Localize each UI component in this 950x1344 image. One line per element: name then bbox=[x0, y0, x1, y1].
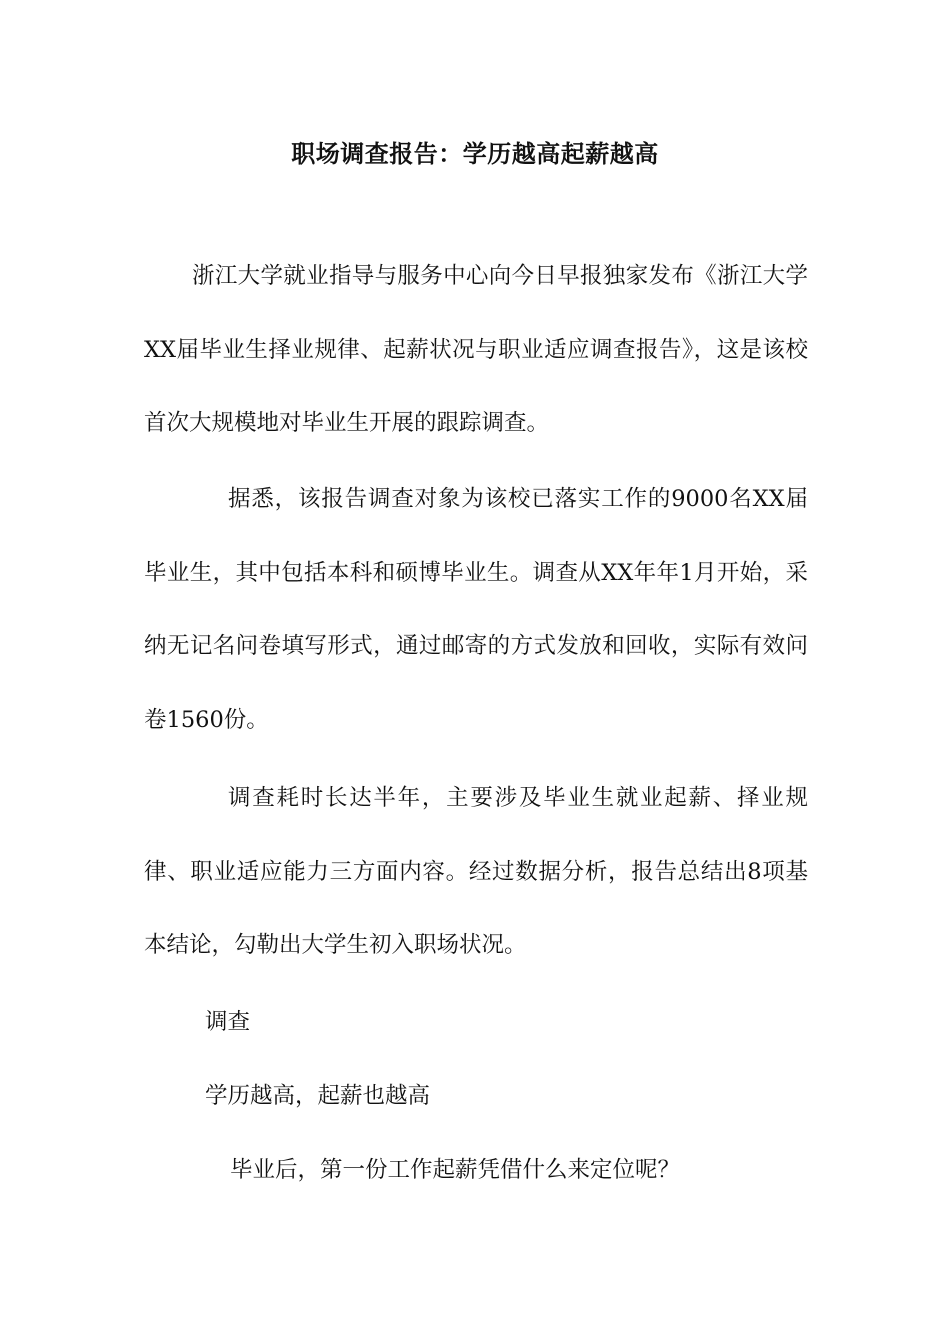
section-label: 调查 bbox=[205, 1009, 251, 1035]
section-heading: 学历越高，起薪也越高 bbox=[205, 1083, 431, 1109]
question-line: 毕业后，第一份工作起薪凭借什么来定位呢？ bbox=[230, 1157, 681, 1183]
document-title: 职场调查报告：学历越高起薪越高 bbox=[291, 139, 659, 168]
paragraph-survey-content: 调查耗时长达半年，主要涉及毕业生就业起薪、择业规律、职业适应能力三方面内容。经过数据分析，报告总结出8项基本结论，勾勒出大学生初入职场状况。 bbox=[144, 785, 808, 958]
paragraph-intro: 浙江大学就业指导与服务中心向今日早报独家发布《浙江大学XX届毕业生择业规律、起薪状况与职业适应调查报告》，这是该校首次大规模地对毕业生开展的跟踪调查。 bbox=[144, 263, 808, 436]
paragraph-survey-subjects: 据悉，该报告调查对象为该校已落实工作的9000名XX届毕业生，其中包括本科和硕博毕业生。调查从XX年年1月开始，采纳无记名问卷填写形式，通过邮寄的方式发放和回收，实际有效问卷1560份。 bbox=[144, 486, 808, 733]
